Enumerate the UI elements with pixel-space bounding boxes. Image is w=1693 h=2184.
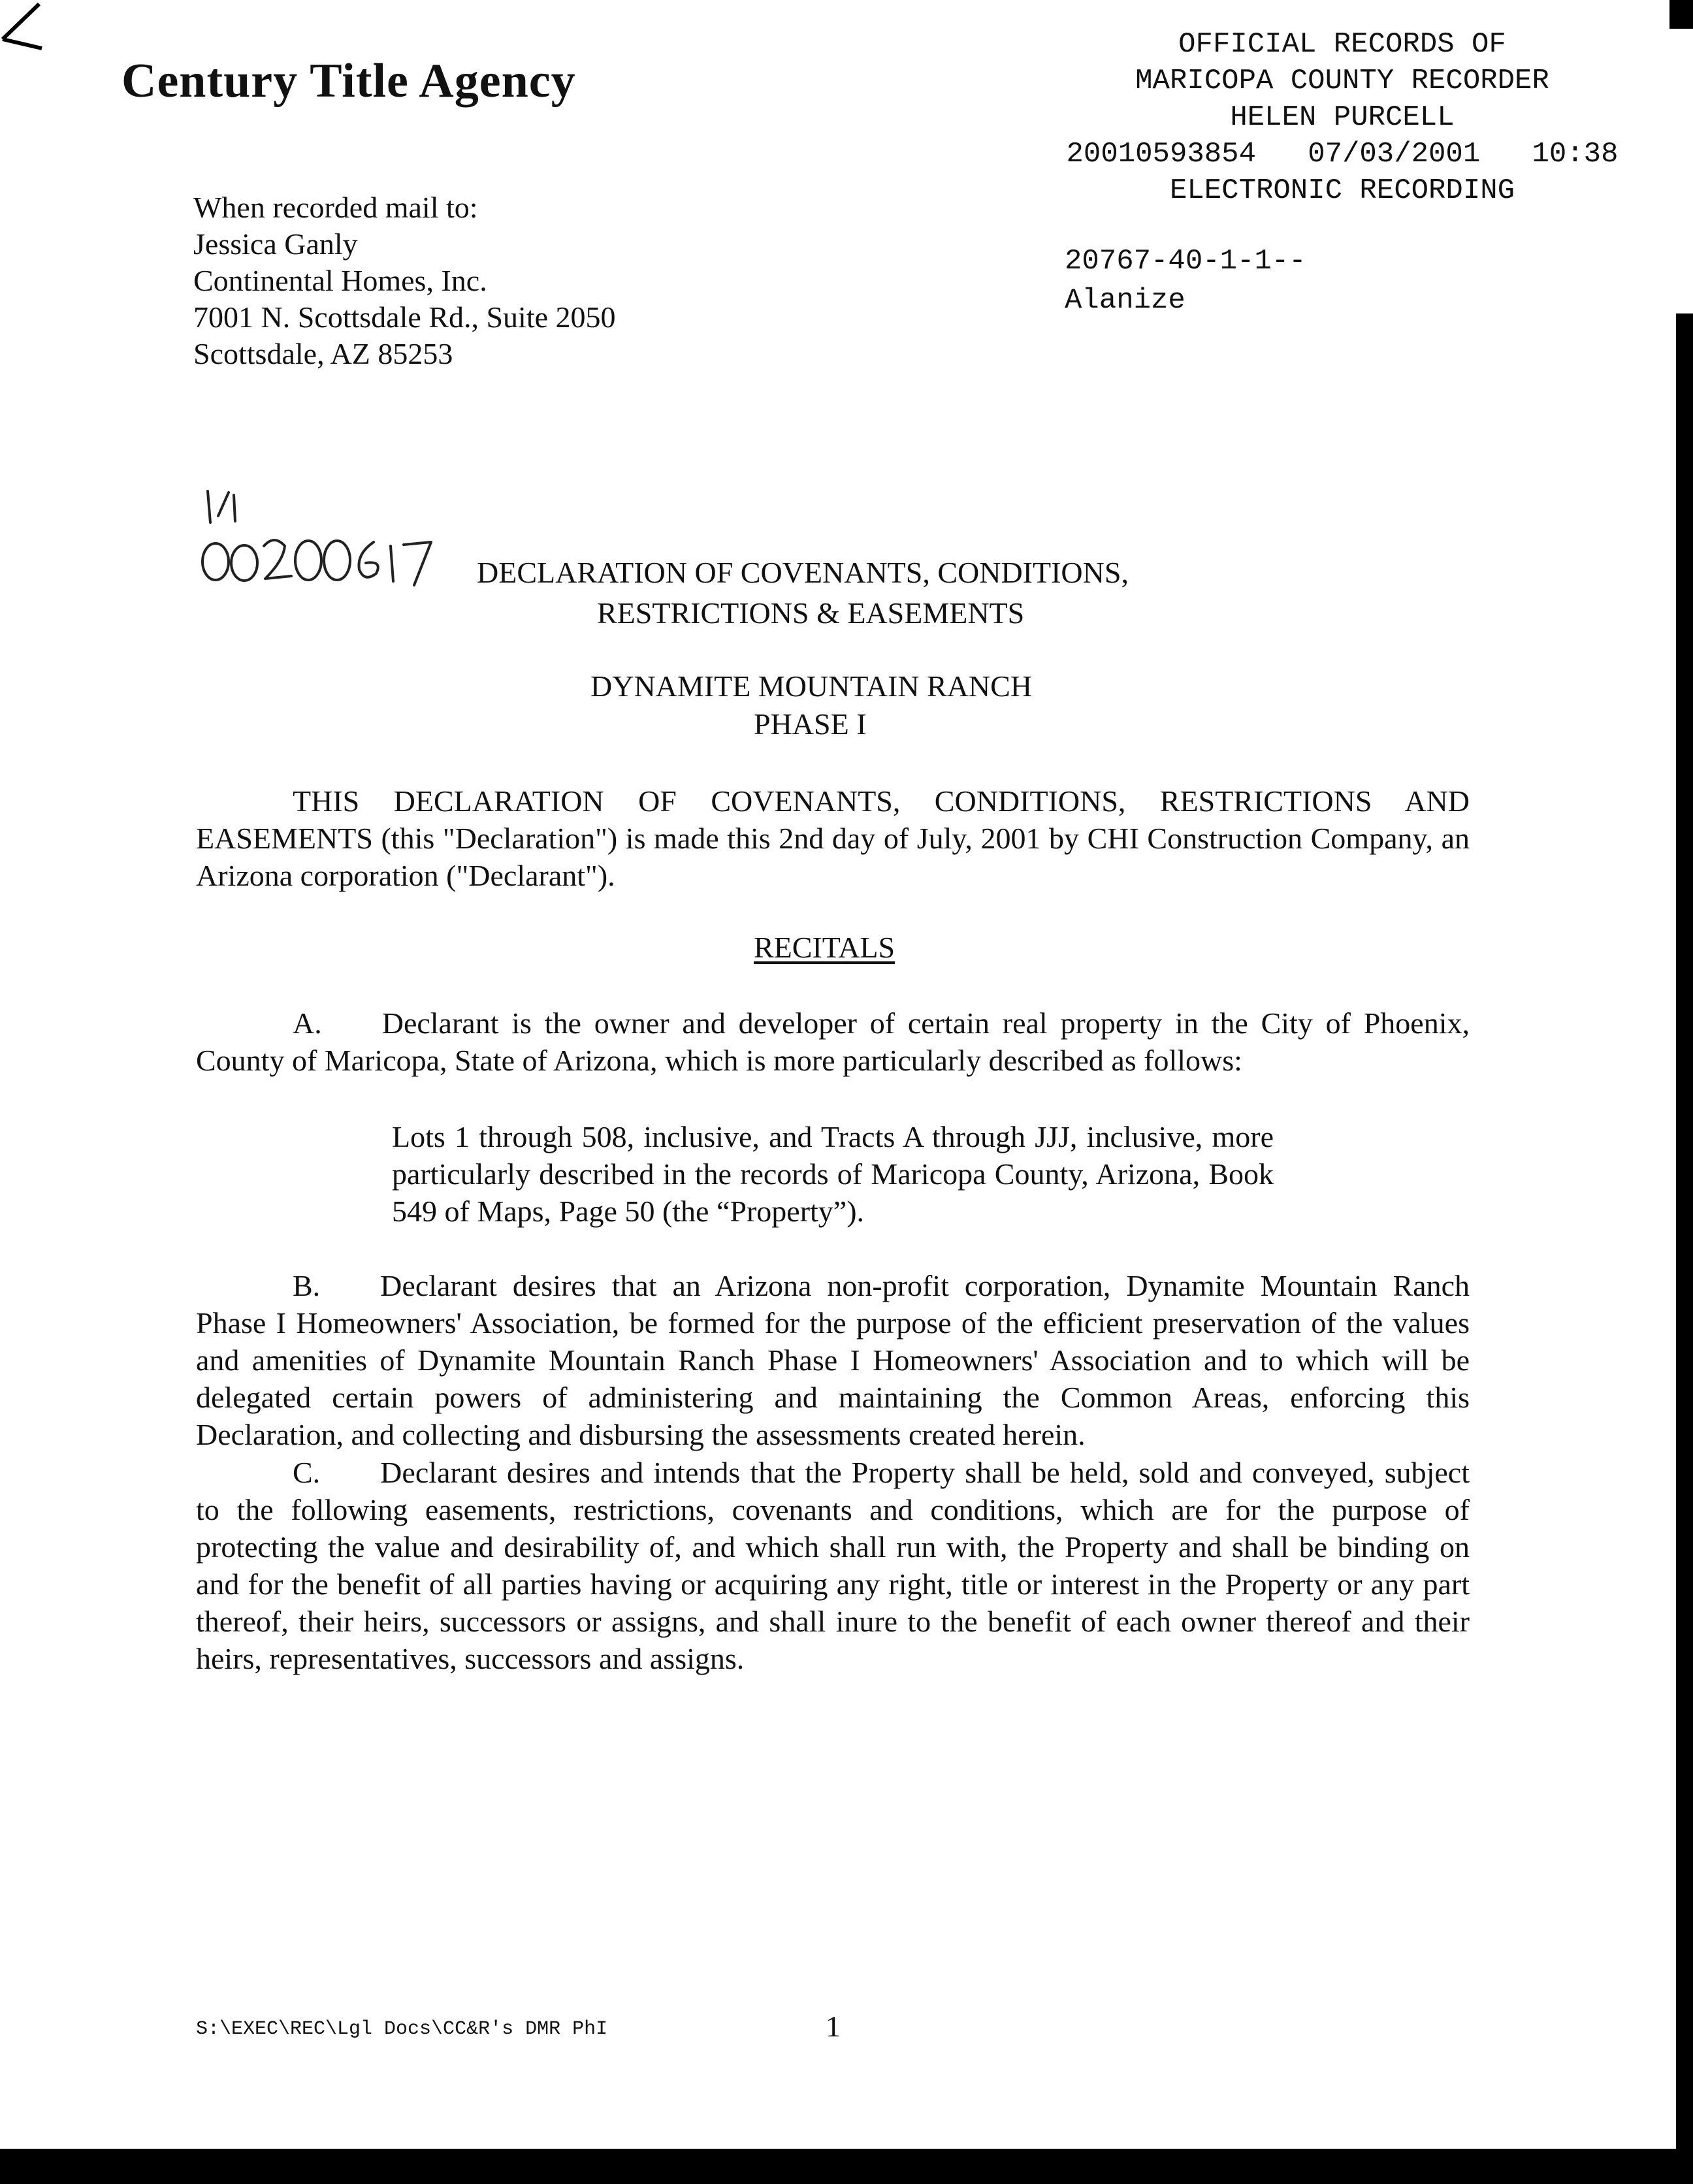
intro-paragraph: THIS DECLARATION OF COVENANTS, CONDITIONS, RESTRICTIONS AND EASEMENTS (this "Declaration") is made this 2nd day of July, 2001 by CHI Construction Company, an Arizona corporation ("Declarant"). [196, 784, 1470, 892]
project-phase: PHASE I [754, 707, 867, 741]
recital-c: C. Declarant desires and intends that the Property shall be held, sold and conveyed, subject to the following easements, restrictions, covenants and conditions, which are for the purpose of protecting the value and desirability of, and which shall run with, the Property and shall be binding on and for the benefit of all parties having or acquiring any right, title or interest in the Property or any part thereof, their heirs, successors or assigns, and shall inure to the benefit of each owner thereof and their heirs, representatives, successors and assigns. [196, 1456, 1470, 1675]
legal-description: Lots 1 through 508, inclusive, and Tracts A through JJJ, inclusive, more particularly described in the records of Maricopa County, Arizona, Book 549 of Maps, Page 50 (the “Property”). [392, 1120, 1274, 1228]
handwritten-number [196, 483, 470, 594]
project-name: DYNAMITE MOUNTAIN RANCH [590, 669, 1033, 703]
page-number: 1 [826, 2010, 841, 2043]
footer-file-path: S:\EXEC\REC\Lgl Docs\CC&R's DMR PhI [196, 2018, 608, 2040]
recorder-line: MARICOPA COUNTY RECORDER [1135, 65, 1549, 97]
corner-mark-icon [0, 0, 52, 59]
docref-name: Alanize [1065, 284, 1185, 317]
document-reference [1065, 242, 1306, 320]
recital-a: A. Declarant is the owner and developer of certain real property in the City of Phoenix, County of Maricopa, State of Arizona, which is more particularly described as follows: [196, 1006, 1470, 1077]
mail-to-block [193, 189, 616, 372]
docref-number: 20767-40-1-1-- [1065, 245, 1306, 278]
mailto-city: Scottsdale, AZ 85253 [193, 337, 453, 370]
scan-edge-bottom [0, 2149, 1693, 2184]
recorder-block [1019, 26, 1666, 209]
mailto-heading: When recorded mail to: [193, 191, 478, 224]
scan-edge-top-right [1669, 0, 1693, 29]
recital-b: B. Declarant desires that an Arizona non-profit corporation, Dynamite Mountain Ranch Phase I Homeowners' Association, be formed for the purpose of the efficient preservation of the values and amenities of Dynamite Mountain Ranch Phase I Homeowners' Association and to which will be delegated certain powers of administering and maintaining the Common Areas, enforcing this Declaration, and collecting and disbursing the assessments created herein. [196, 1269, 1470, 1451]
recitals-heading: RECITALS [754, 931, 895, 964]
mailto-name: Jessica Ganly [193, 227, 358, 261]
document-title: DECLARATION OF COVENANTS, CONDITIONS, [477, 556, 1129, 589]
document-title-cont: RESTRICTIONS & EASEMENTS [597, 596, 1025, 630]
recorder-line: OFFICIAL RECORDS OF [1178, 28, 1506, 61]
recorder-line: 20010593854 07/03/2001 10:38 [1066, 138, 1619, 170]
mailto-company: Continental Homes, Inc. [193, 264, 487, 297]
mailto-street: 7001 N. Scottsdale Rd., Suite 2050 [193, 300, 616, 334]
scan-edge-right [1676, 313, 1693, 2184]
recorder-line: ELECTRONIC RECORDING [1169, 174, 1515, 207]
agency-stamp: Century Title Agency [121, 54, 576, 108]
recorder-line: HELEN PURCELL [1230, 101, 1455, 134]
